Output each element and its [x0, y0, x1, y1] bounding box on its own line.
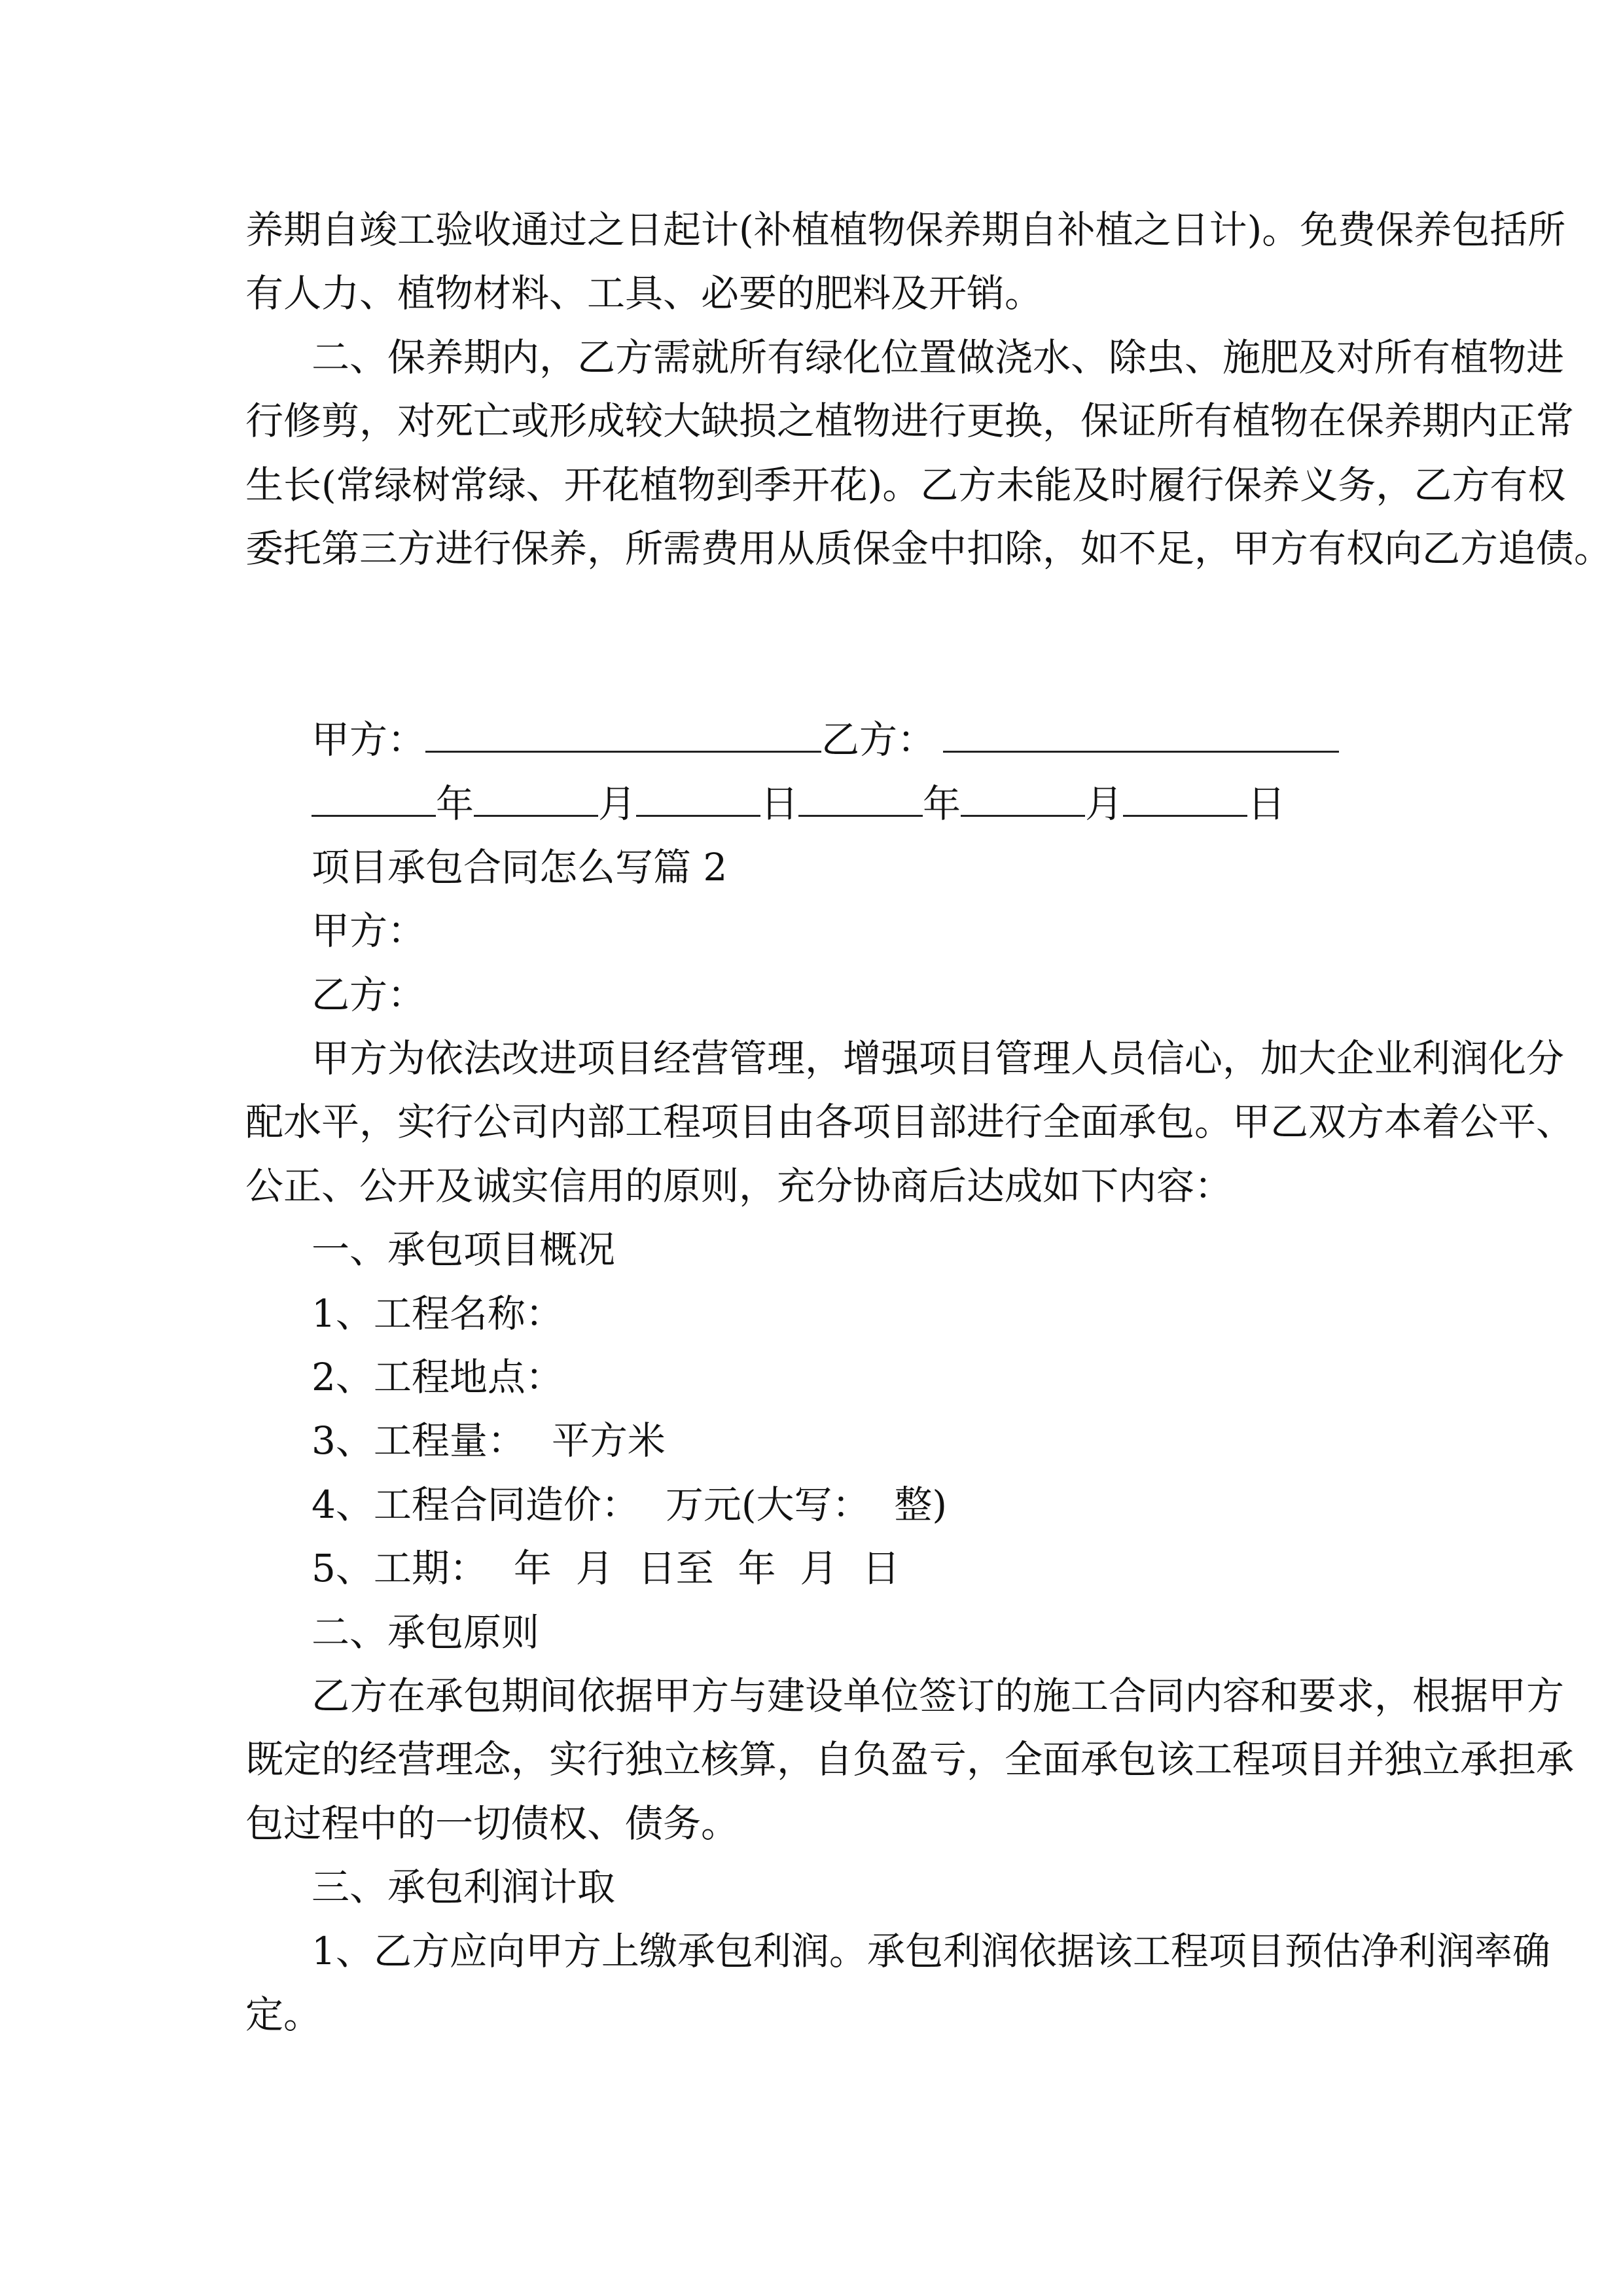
list-item [245, 1282, 1378, 1346]
item-label: 1、工程名称： [312, 1291, 563, 1336]
month-label: 月 [1085, 781, 1124, 826]
item-value: 万元(大写： 整) [665, 1482, 948, 1527]
month-label: 月 [598, 781, 637, 826]
party-b-signature-field[interactable] [943, 710, 1339, 753]
item-value: 年 月 日至 年 月 日 [513, 1546, 901, 1591]
item-label: 3、工程量： [312, 1418, 526, 1463]
text-line: 有人力、植物材料、工具、必要的肥料及开销。 [245, 271, 1043, 316]
month-field[interactable] [474, 774, 598, 817]
text-line: 委托第三方进行保养，所需费用从质保金中扣除，如不足，甲方有权向乙方追债。 [245, 526, 1613, 571]
list-item [245, 1346, 1378, 1409]
day-field[interactable] [636, 774, 760, 817]
list-item [245, 1409, 1378, 1473]
party-a-signature-label: 甲方： [312, 717, 426, 762]
date-line [245, 772, 1378, 836]
party-b-signature-label: 乙方： [821, 717, 936, 762]
text-line: 养期自竣工验收通过之日起计(补植植物保养期自补植之日计)。免费保养包括所 [245, 207, 1566, 252]
year-label: 年 [923, 781, 961, 826]
heading: 一、承包项目概况 [312, 1227, 616, 1272]
party-a-signature-field[interactable] [425, 710, 821, 753]
item-value: 平方米 [551, 1418, 666, 1463]
text-line: 公正、公开及诚实信用的原则，充分协商后达成如下内容： [245, 1163, 1233, 1208]
year-field[interactable] [312, 774, 436, 817]
heading: 三、承包利润计取 [312, 1865, 616, 1910]
text-line: 甲方为依法改进项目经营管理，增强项目管理人员信心，加大企业利润化分 [312, 1036, 1565, 1081]
year-label: 年 [436, 781, 474, 826]
item-label: 5、工期： [312, 1546, 488, 1591]
text-line: 包过程中的一切债权、债务。 [245, 1801, 740, 1846]
year-field[interactable] [798, 774, 923, 817]
item-label: 2、工程地点： [312, 1355, 563, 1400]
text-line: 生长(常绿树常绿、开花植物到季开花)。乙方未能及时履行保养义务，乙方有权 [245, 462, 1566, 507]
list-item [245, 1473, 1378, 1537]
document-page [245, 198, 1613, 2047]
day-field[interactable] [1123, 774, 1247, 817]
list-item [245, 1537, 1378, 1600]
text-line: 1、乙方应向甲方上缴承包利润。承包利润依据该工程项目预估净利润率确 [312, 1928, 1550, 1973]
text-line: 乙方在承包期间依据甲方与建设单位签订的施工合同内容和要求，根据甲方 [312, 1673, 1565, 1718]
day-label: 日 [760, 781, 799, 826]
text-line: 行修剪，对死亡或形成较大缺损之植物进行更换，保证所有植物在保养期内正常 [245, 399, 1575, 444]
item-label: 4、工程合同造价： [312, 1482, 639, 1527]
text-line: 既定的经营理念，实行独立核算，自负盈亏，全面承包该工程项目并独立承担承 [245, 1737, 1575, 1782]
section-title: 项目承包合同怎么写篇 2 [312, 844, 728, 889]
heading: 二、承包原则 [312, 1609, 540, 1655]
text-line: 定。 [245, 1992, 322, 2037]
text-line: 二、保养期内，乙方需就所有绿化位置做浇水、除虫、施肥及对所有植物进 [312, 334, 1565, 380]
day-label: 日 [1247, 781, 1286, 826]
party-a-label: 甲方： [312, 908, 426, 954]
month-field[interactable] [961, 774, 1085, 817]
signature-line [245, 708, 1378, 772]
party-b-label: 乙方： [312, 972, 426, 1017]
text-line: 配水平，实行公司内部工程项目由各项目部进行全面承包。甲乙双方本着公平、 [245, 1100, 1575, 1145]
